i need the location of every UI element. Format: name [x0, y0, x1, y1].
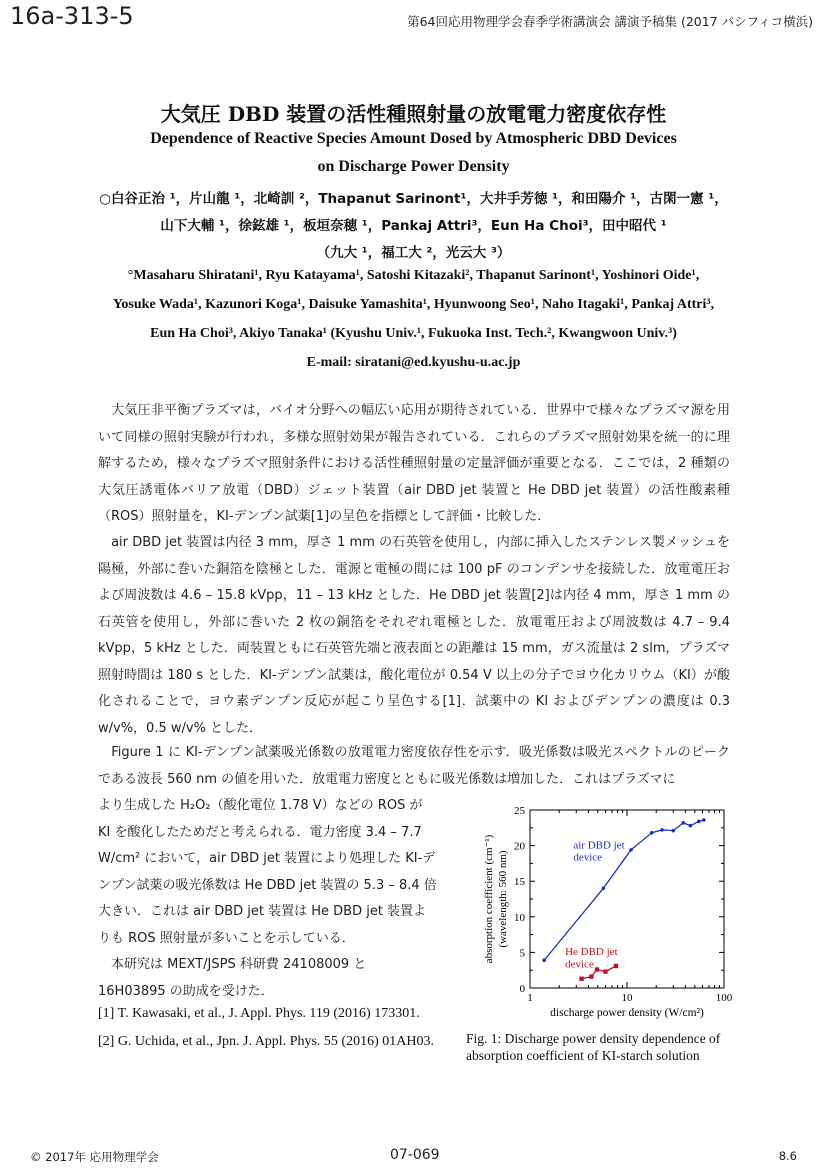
- reference-2: [2] G. Uchida, et al., Jpn. J. Appl. Phys. 55 (2016) 01AH03.: [98, 1034, 434, 1049]
- paragraph-methods: air DBD jet 装置は内径 3 mm，厚さ 1 mm の石英管を使用し，内部に挿入したステンレス製メッシュを陽極，外部に巻いた銅箔を陰極とした．電源と電極の間には 100 pF のコンデンサを接続した．放電電圧および周波数は 4.6 – 15.8 kVpp，11 – 13 kHz とした．He DBD jet 装置[2]は内径 4 mm，厚さ 1 mm の石英管を使用し，外部に巻いた 2 枚の銅箔をそれぞれ電極とした．放電電圧および周波数は 4.7 – 9.4 kVpp，5 kHz とした．両装置ともに石英管先端と液表面との距離は 15 mm，ガス流量は 2 slm，プラズマ照射時間は 180 s とした．KI-デンプン試薬は，酸化電位が 0.54 V 以上の分子でヨウ化カリウム（KI）が酸化されることで，ヨウ素デンプン反応が起こり呈色する[1]．試薬中の KI およびデンプンの濃度は 0.3 w/v%，0.5 w/v% とした．: [98, 535, 730, 736]
- title-ja: 大気圧 DBD 装置の活性種照射量の放電電力密度依存性: [160, 102, 667, 126]
- x-tick-label: 100: [715, 992, 733, 1004]
- series-label-air-2: device: [573, 851, 603, 864]
- x-tick-label: 1: [527, 992, 533, 1004]
- plot-frame: [530, 810, 724, 988]
- series-label-air: air DBD jet: [573, 839, 625, 852]
- authors-ja-line1: ○白谷正治 ¹，片山龍 ¹，北崎訓 ²，Thapanut Sarinont¹，大井手芳徳 ¹，和田陽介 ¹，古閑一憲 ¹，: [99, 191, 728, 207]
- data-point: [589, 974, 593, 978]
- y-tick-label: 25: [514, 805, 525, 817]
- data-point: [602, 887, 606, 891]
- series-label-he: He DBD jet: [565, 946, 618, 959]
- y-tick-label: 20: [514, 840, 525, 853]
- data-point: [629, 848, 633, 852]
- footer-copyright: © 2017年 応用物理学会: [30, 1150, 159, 1164]
- data-point: [579, 977, 583, 981]
- data-point: [697, 820, 701, 824]
- data-point: [660, 828, 664, 832]
- authors-en-line3: Eun Ha Choi³, Akiyo Tanaka¹ (Kyushu Univ.¹, Fukuoka Inst. Tech.², Kwangwoon Univ.³): [150, 326, 677, 341]
- x-tick-label: 10: [621, 992, 633, 1004]
- title-en-line1: Dependence of Reactive Species Amount Dosed by Atmospheric DBD Devices: [150, 130, 677, 147]
- x-axis-label: discharge power density (W/cm²): [550, 1007, 704, 1019]
- footer-code: 8.6: [778, 1149, 797, 1163]
- y-axis-label-line2: (wavelength: 560 nm): [497, 850, 509, 948]
- data-point: [603, 969, 607, 973]
- email: E-mail: siratani@ed.kyushu-u.ac.jp: [306, 355, 521, 370]
- y-tick-label: 15: [514, 876, 525, 889]
- y-tick-label: 5: [519, 947, 525, 960]
- data-point: [595, 967, 599, 971]
- title-en-line2: on Discharge Power Density: [317, 158, 510, 175]
- affiliations-ja: （九大 ¹，福工大 ²，光云大 ³）: [316, 245, 511, 261]
- authors-en-line2: Yosuke Wada¹, Kazunori Koga¹, Daisuke Yamashita¹, Hyunwoong Seo¹, Naho Itagaki¹, Pankaj Attri³,: [112, 297, 715, 312]
- data-point: [614, 964, 618, 968]
- reference-1: [1] T. Kawasaki, et al., J. Appl. Phys. 119 (2016) 173301.: [98, 1006, 420, 1021]
- authors-en-line1: °Masaharu Shiratani¹, Ryu Katayama¹, Satoshi Kitazaki², Thapanut Sarinont¹, Yoshinori Oide¹,: [127, 268, 700, 283]
- authors-ja-line2: 山下大輔 ¹，徐鉉雄 ¹，板垣奈穂 ¹，Pankaj Attri³，Eun Ha Choi³，田中昭代 ¹: [160, 218, 667, 234]
- footer-page-number: 07-069: [390, 1147, 440, 1163]
- data-point: [671, 829, 675, 833]
- data-point: [650, 831, 654, 835]
- data-point: [542, 958, 546, 962]
- y-axis-label-line1: absorption coefficient (cm⁻¹): [483, 834, 495, 964]
- conference-name: 第64回応用物理学会春季学術講演会 講演予稿集 (2017 パシフィコ横浜): [407, 14, 813, 29]
- paragraph-intro: 大気圧非平衡プラズマは，バイオ分野への幅広い応用が期待されている．世界中で様々なプラズマ源を用いて同様の照射実験が行われ，多様な照射効果が報告されている．これらのプラズマ照射効果を統一的に理解するため，様々なプラズマ照射条件における活性種照射量の定量評価が重要となる．ここでは，2 種類の大気圧誘電体バリア放電（DBD）ジェット装置（air DBD jet 装置と He DBD jet 装置）の活性酸素種（ROS）照射量を，KI-デンプン試薬[1]の呈色を指標として評価・比較した．: [98, 403, 730, 524]
- data-point: [689, 824, 693, 828]
- data-point: [681, 821, 685, 825]
- series-label-he-2: device: [565, 958, 594, 971]
- paper-id: 16a-313-5: [10, 2, 134, 30]
- paragraph-acknowledgment: 本研究は MEXT/JSPS 科研費 24108009 と 16H03895 の助成を受けた．: [98, 957, 367, 999]
- y-tick-label: 10: [514, 911, 525, 924]
- figure-caption: Fig. 1: Discharge power density dependence of absorption coefficient of KI-starch solution: [466, 1031, 721, 1063]
- left-column: [98, 793, 438, 1005]
- paragraph-results: Figure 1 に KI-デンプン試薬吸光係数の放電電力密度依存性を示す．吸光係数は吸光スペクトルのピークである波長 560 nm の値を用いた．放電電力密度とともに吸光係数は増加した．これはプラズマに: [98, 745, 730, 787]
- figure-1-chart: [462, 798, 762, 1028]
- data-point: [702, 818, 706, 822]
- paragraph-discussion: より生成した H₂O₂（酸化電位 1.78 V）などの ROS が KI を酸化したためだと考えられる．電力密度 3.4 – 7.7 W/cm² において，air DBD jet 装置により処理した KI-デンプン試薬の吸光係数は He DBD jet 装置の 5.3 – 8.4 倍大きい．これは air DBD jet 装置は He DBD jet 装置よりも ROS 照射量が多いことを示している．: [98, 798, 437, 946]
- y-tick-label: 0: [519, 983, 525, 995]
